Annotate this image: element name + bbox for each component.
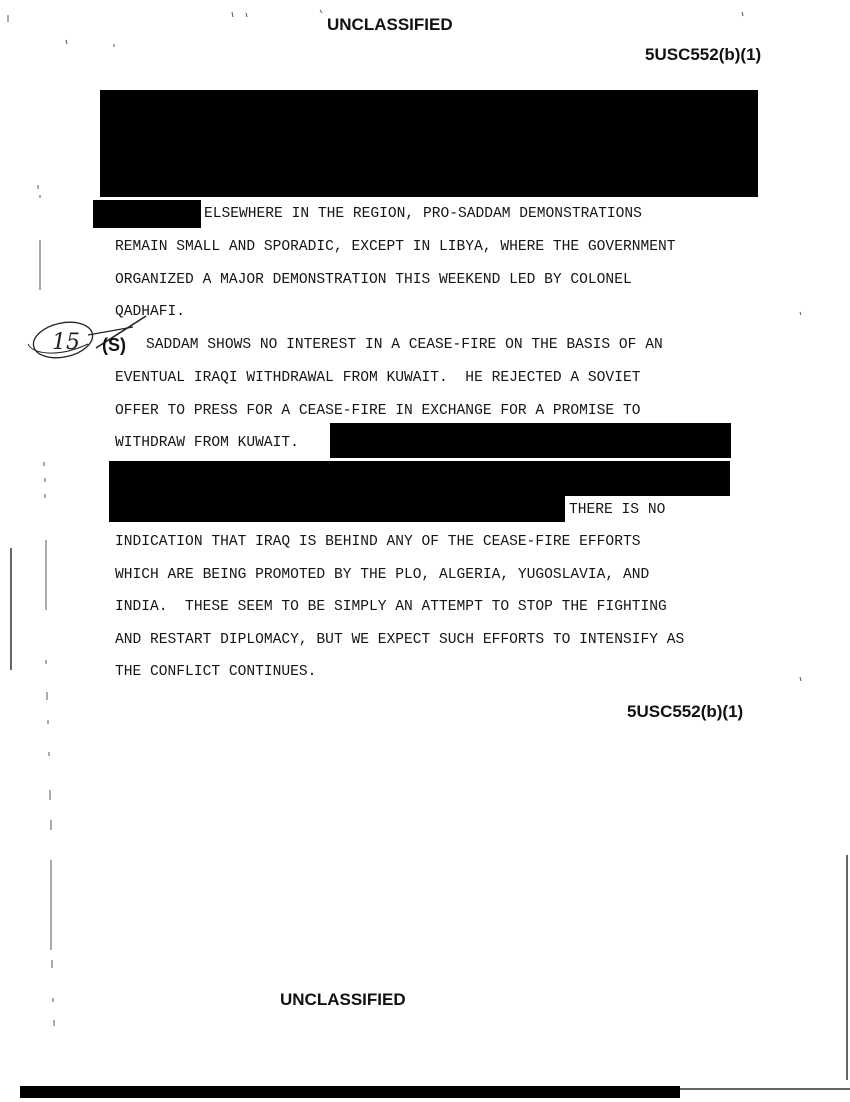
exemption-code-top: 5USC552(b)(1)	[645, 45, 762, 64]
redaction-block-para1	[93, 200, 201, 228]
para1-line-2: REMAIN SMALL AND SPORADIC, EXCEPT IN LIBYA, WHERE THE GOVERNMENT	[115, 239, 676, 255]
para2-line-2: EVENTUAL IRAQI WITHDRAWAL FROM KUWAIT. HE REJECTED A SOVIET	[115, 370, 641, 386]
redaction-block-para3-line2	[109, 496, 565, 522]
para1-line-1: ELSEWHERE IN THE REGION, PRO-SADDAM DEMONSTRATIONS	[204, 206, 642, 222]
para3-line-6: THE CONFLICT CONTINUES.	[115, 664, 317, 680]
redaction-block-top	[100, 90, 758, 197]
scan-edge-bar	[20, 1086, 680, 1098]
redaction-block-para3-line1	[109, 461, 730, 496]
para2-line-4: WITHDRAW FROM KUWAIT.	[115, 435, 299, 451]
para3-line-5: AND RESTART DIPLOMACY, BUT WE EXPECT SUCH EFFORTS TO INTENSIFY AS	[115, 632, 685, 648]
para3-line-4: INDIA. THESE SEEM TO BE SIMPLY AN ATTEMPT TO STOP THE FIGHTING	[115, 599, 667, 615]
para3-line-3: WHICH ARE BEING PROMOTED BY THE PLO, ALGERIA, YUGOSLAVIA, AND	[115, 567, 650, 583]
classification-header: UNCLASSIFIED	[327, 15, 453, 34]
para2-line-3: OFFER TO PRESS FOR A CEASE-FIRE IN EXCHANGE FOR A PROMISE TO	[115, 403, 641, 419]
para3-line-1: THERE IS NO	[569, 502, 666, 518]
para1-line-3: ORGANIZED A MAJOR DEMONSTRATION THIS WEEKEND LED BY COLONEL	[115, 272, 632, 288]
para3-line-2: INDICATION THAT IRAQ IS BEHIND ANY OF THE CEASE-FIRE EFFORTS	[115, 534, 641, 550]
scan-edge-fade	[680, 1088, 850, 1090]
redaction-block-para2	[330, 423, 731, 458]
para2-line-1: SADDAM SHOWS NO INTEREST IN A CEASE-FIRE ON THE BASIS OF AN	[146, 337, 663, 353]
handwritten-number: 15	[52, 330, 80, 355]
handwritten-page-number	[18, 300, 148, 380]
classification-footer: UNCLASSIFIED	[280, 990, 406, 1009]
exemption-code-bottom: 5USC552(b)(1)	[627, 702, 744, 721]
para1-line-4: QADHAFI.	[115, 304, 186, 320]
portion-marking-secret: (S)	[102, 335, 126, 355]
